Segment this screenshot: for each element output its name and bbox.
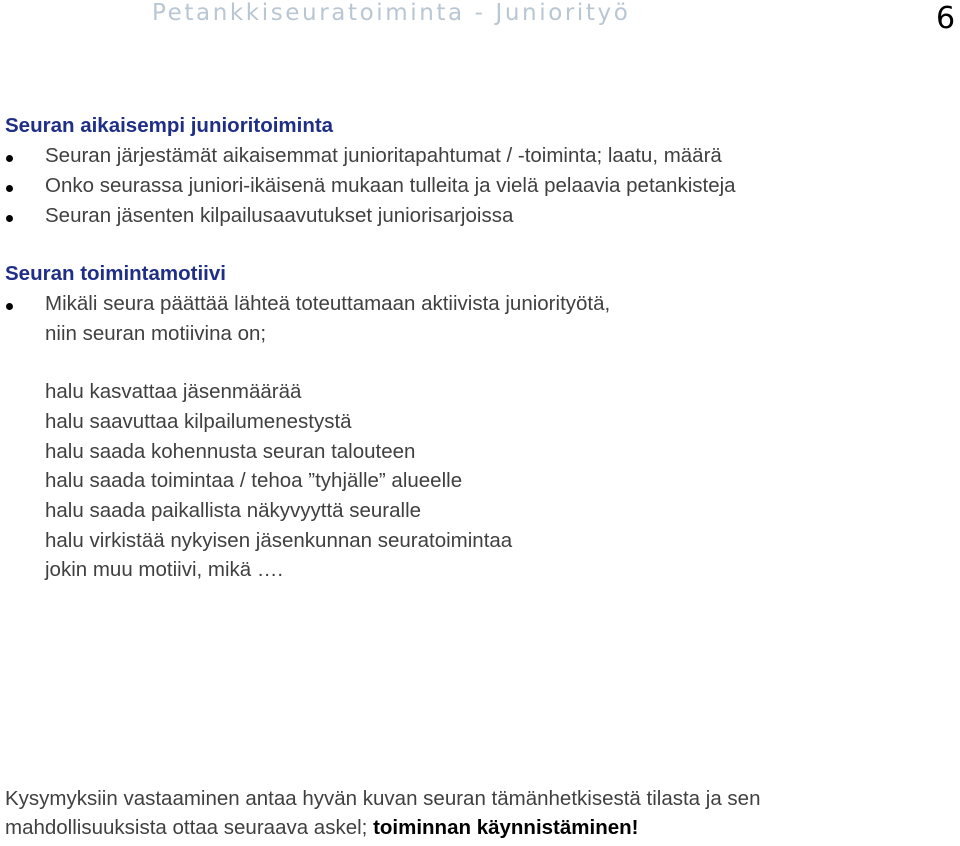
bullet-icon	[6, 215, 13, 222]
motive-line: halu saada paikallista näkyvyyttä seuralle	[45, 499, 422, 522]
page-number: 6	[936, 1, 956, 36]
motive-line: jokin muu motiivi, mikä ….	[45, 558, 284, 581]
motive-line: halu virkistää nykyisen jäsenkunnan seuratoimintaa	[45, 529, 513, 552]
list-item-continuation: niin seuran motiivina on;	[45, 322, 267, 345]
motive-line: halu kasvattaa jäsenmäärää	[45, 380, 302, 403]
motive-line: halu saada kohennusta seuran talouteen	[45, 440, 416, 463]
footer-text-line2	[5, 816, 638, 840]
bullet-icon	[6, 155, 13, 162]
motive-line: halu saavuttaa kilpailumenestystä	[45, 410, 352, 433]
section-heading-motive: Seuran toimintamotiivi	[5, 262, 226, 285]
motive-line: halu saada toimintaa / tehoa ”tyhjälle” alueelle	[45, 469, 463, 492]
bullet-icon	[6, 185, 13, 192]
list-item-text: Seuran järjestämät aikaisemmat junioritapahtumat / -toiminta; laatu, määrä	[45, 144, 722, 167]
footer-text-emphasis: toiminnan käynnistäminen!	[373, 816, 639, 839]
bullet-icon	[6, 303, 13, 310]
section-heading-junior-history: Seuran aikaisempi junioritoiminta	[5, 114, 334, 137]
page-header-title: Petankkiseuratoiminta - Juniorityö	[152, 0, 631, 26]
footer-text-plain: mahdollisuuksista ottaa seuraava askel;	[5, 816, 374, 839]
list-item-text: Seuran jäsenten kilpailusaavutukset juniorisarjoissa	[45, 204, 514, 227]
list-item-text: Mikäli seura päättää lähteä toteuttamaan aktiivista juniorityötä,	[45, 292, 611, 315]
footer-text-line1: Kysymyksiin vastaaminen antaa hyvän kuvan seuran tämänhetkisestä tilasta ja sen	[5, 787, 761, 810]
list-item-text: Onko seurassa juniori-ikäisenä mukaan tulleita ja vielä pelaavia petankisteja	[45, 174, 736, 197]
